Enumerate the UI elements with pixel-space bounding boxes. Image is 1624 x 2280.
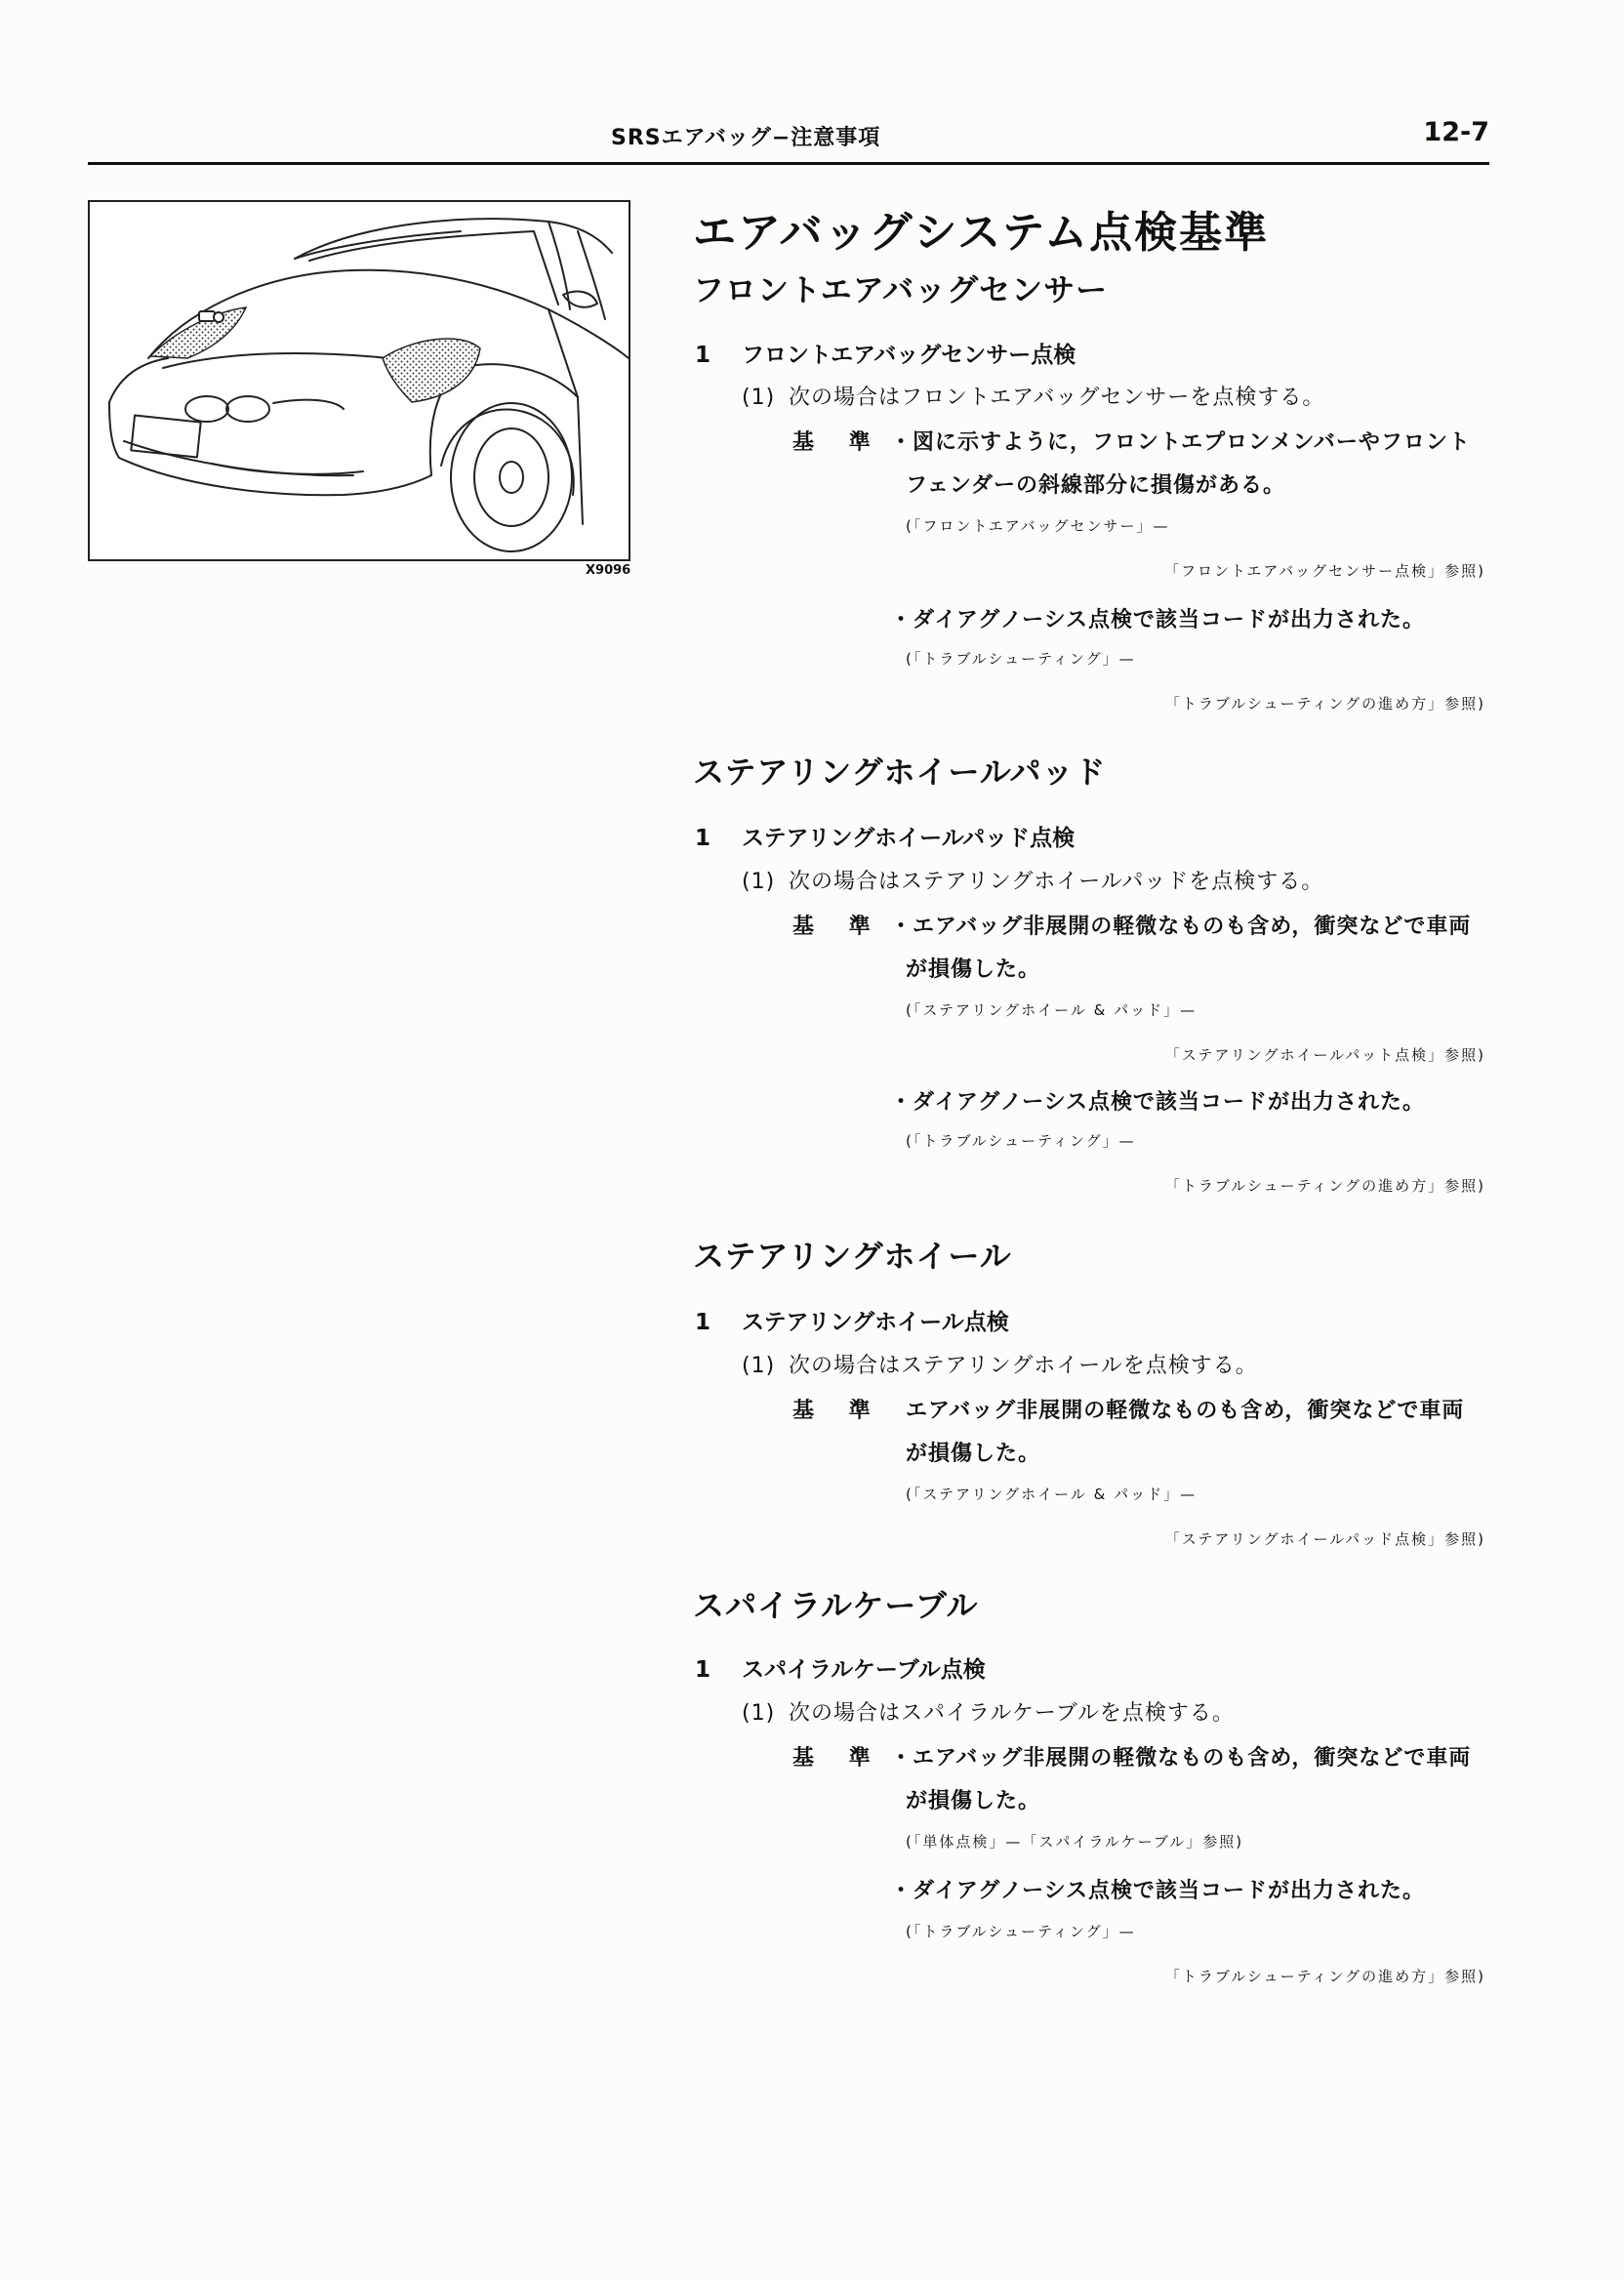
reference-left: (「フロントエアバッグセンサー」— [906,517,1170,535]
reference-right: 「トラブルシューティングの進め方」参照) [1164,695,1485,712]
reference-left: (「ステアリングホイール & パッド」— [906,1001,1198,1019]
criteria-label: 基 準 [792,1746,884,1771]
criteria-line: ・図に示すように，フロントエプロンメンバーやフロント [890,430,1471,455]
reference-right: 「トラブルシューティングの進め方」参照) [1164,1968,1485,1985]
car-illustration [88,200,630,561]
sub-item-text: 次の場合はフロントエアバッグセンサーを点検する。 [789,386,1325,410]
item-label: スパイラルケーブル点検 [742,1657,986,1683]
criteria-line: が損傷した。 [906,1442,1041,1466]
section-title-spiral-cable: スパイラルケーブル [693,1587,979,1624]
reference-left: (「トラブルシューティング」— [906,650,1136,668]
car-front-quarter-drawing [90,202,629,559]
criteria-label: 基 準 [792,1399,884,1423]
criteria-line: が損傷した。 [906,957,1041,982]
item-number: 1 [695,1657,711,1683]
item-label: フロントエアバッグセンサー点検 [742,343,1076,368]
header-rule [88,162,1489,165]
criteria-line: ・エアバッグ非展開の軽微なものも含め，衝突などで車両 [890,915,1472,939]
main-title: エアバッグシステム点検基準 [693,208,1270,258]
item-heading [695,337,1076,369]
reference-left: (「ステアリングホイール & パッド」— [906,1486,1198,1503]
section-title-steering-pad: ステアリングホイールパッド [693,753,1107,791]
sub-item-text: 次の場合はステアリングホイールパッドを点検する。 [789,870,1324,894]
sub-item-number: (1) [742,386,776,410]
sub-item-text: 次の場合はスパイラルケーブルを点検する。 [789,1701,1235,1726]
sub-item-number: (1) [742,1354,776,1378]
page-number: 12-7 [1423,117,1489,147]
criteria-line: ・ダイアグノーシス点検で該当コードが出力された。 [890,608,1426,632]
running-header-title: SRSエアバッグ−注意事項 [611,126,881,150]
reference-left: (「トラブルシューティング」— [906,1923,1136,1940]
sub-item [742,865,1323,895]
item-heading [695,820,1075,852]
reference-right: 「フロントエアバッグセンサー点検」参照) [1163,562,1485,580]
item-label: ステアリングホイール点検 [742,1310,1009,1335]
criteria-line: フェンダーの斜線部分に損傷がある。 [906,473,1286,498]
section-title-front-sensor: フロントエアバッグセンサー [693,271,1109,308]
reference-right: 「ステアリングホイールパッド点検」参照) [1164,1530,1485,1548]
sub-item [742,381,1324,411]
criteria-label: 基 準 [792,915,884,939]
criteria-line: エアバッグ非展開の軽微なものも含め，衝突などで車両 [906,1399,1465,1423]
criteria-line: ・ダイアグノーシス点検で該当コードが出力された。 [890,1879,1426,1903]
sub-item [742,1696,1235,1727]
item-heading [695,1304,1009,1336]
criteria-line: が損傷した。 [906,1789,1041,1813]
sub-item [742,1349,1258,1379]
front-sensor-icon [199,311,223,322]
criteria-label: 基 準 [792,430,884,455]
criteria-line: ・ダイアグノーシス点検で該当コードが出力された。 [890,1090,1426,1115]
sub-item-text: 次の場合はステアリングホイールを点検する。 [789,1354,1258,1378]
item-number: 1 [695,826,711,851]
reference-left: (「単体点検」—「スパイラルケーブル」参照) [906,1833,1244,1851]
item-number: 1 [695,343,711,368]
item-number: 1 [695,1310,711,1335]
sub-item-number: (1) [742,870,776,894]
item-heading [695,1651,986,1684]
reference-left: (「トラブルシューティング」— [906,1132,1136,1150]
criteria-line: ・エアバッグ非展開の軽微なものも含め，衝突などで車両 [890,1746,1472,1771]
reference-right: 「ステアリングホイールパット点検」参照) [1164,1046,1485,1064]
reference-right: 「トラブルシューティングの進め方」参照) [1164,1177,1485,1195]
sub-item-number: (1) [742,1701,776,1726]
figure-code: X9096 [586,563,631,578]
section-title-steering-wheel: ステアリングホイール [693,1238,1012,1275]
item-label: ステアリングホイールパッド点検 [742,826,1076,851]
